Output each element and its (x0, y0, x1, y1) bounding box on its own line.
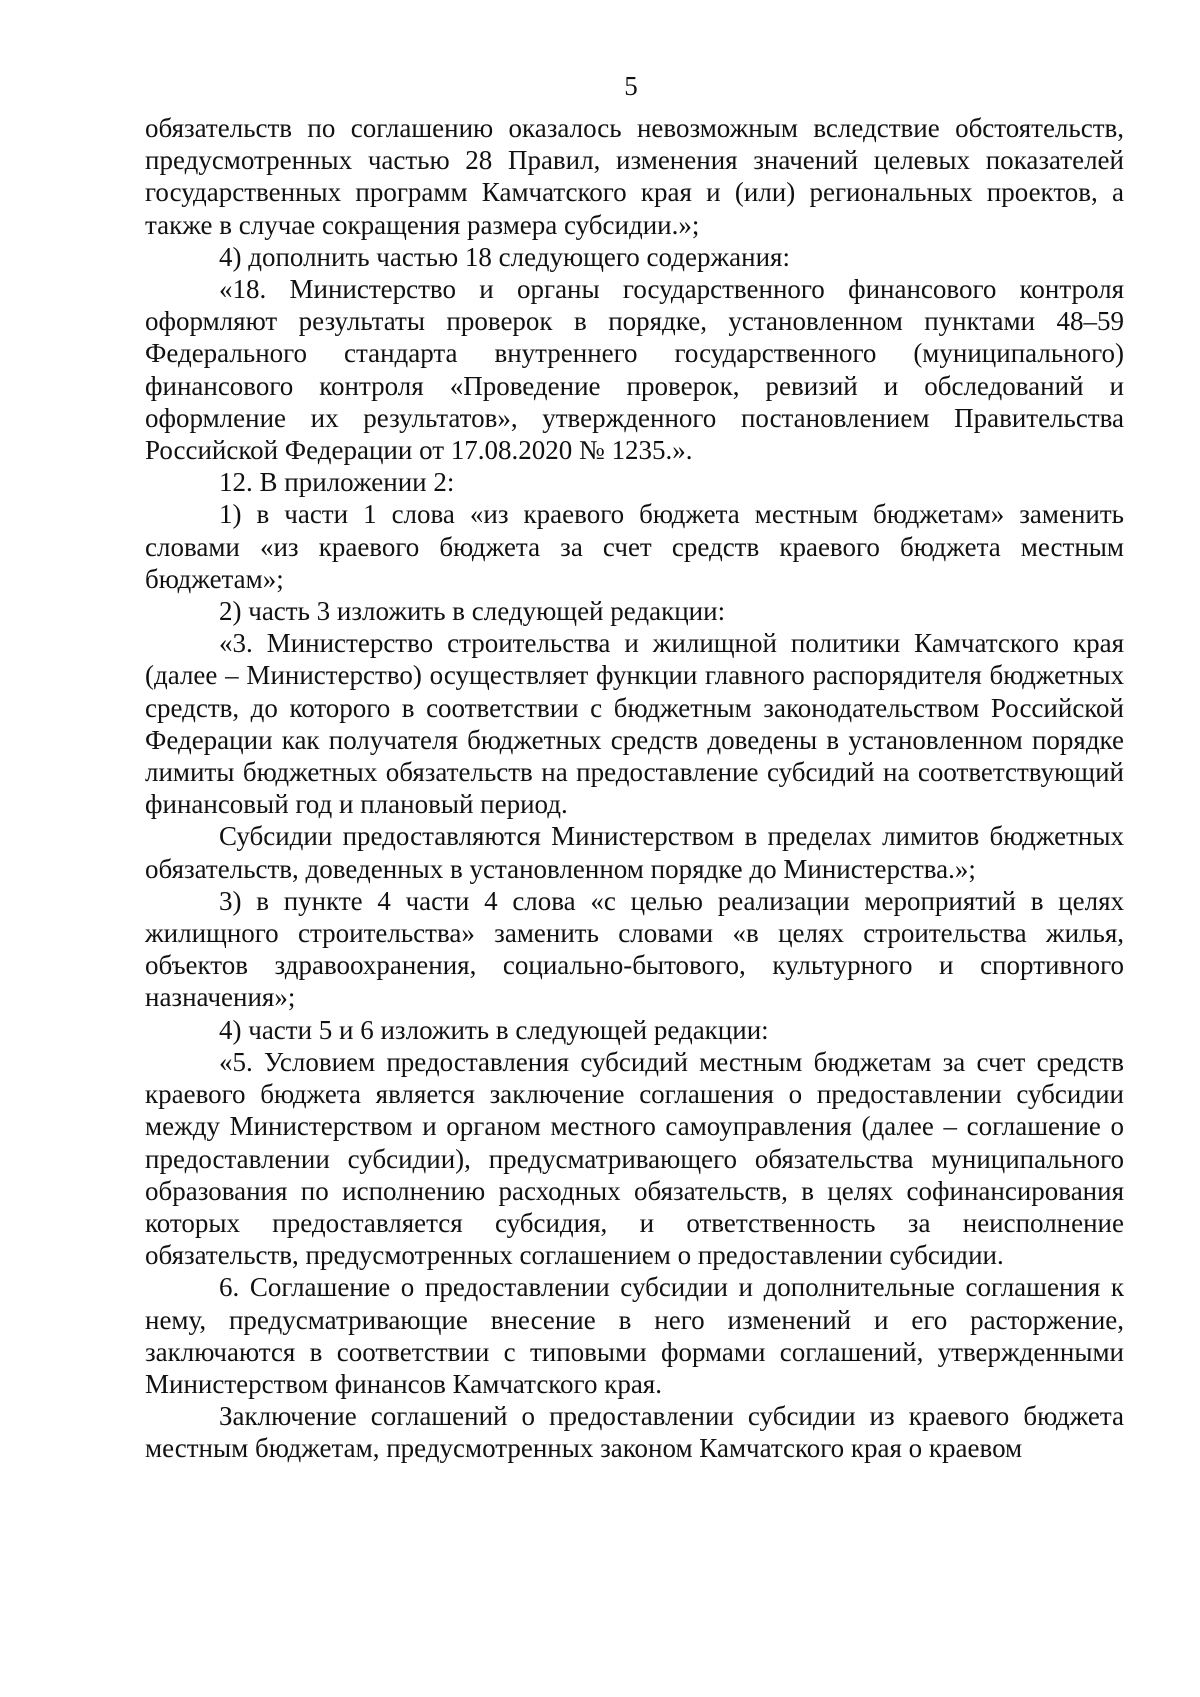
paragraph-item-3: 3) в пункте 4 части 4 слова «с целью реализации мероприятий в целях жилищного строительства» заменить словами «в целях строительства жилья, объектов здравоохранения, социально-бытового, культурного и спортивного назначения»; (145, 885, 1124, 1013)
page-number: 5 (624, 71, 638, 101)
paragraph-item-4: 4) части 5 и 6 изложить в следующей редакции: (219, 1014, 769, 1045)
paragraph-part-18-text: «18. Министерство и органы государственного финансового контроля оформляют результаты проверок в порядке, установленном пунктами 48–59 Федерального стандарта внутреннего государственного (муниципального) финансового контроля «Проведение проверок, ревизий и обследований и оформление их результатов», утвержденного постановлением Правительства Российской Федерации от 17.08.2020 № 1235.». (145, 274, 1124, 466)
document-body (145, 112, 1124, 1465)
paragraph-part-6-text: 6. Соглашение о предоставлении субсидии и дополнительные соглашения к нему, предусматривающие внесение в него изменений и его расторжение, заключаются в соответствии с типовыми формами соглашений, утвержденными Министерством финансов Камчатского края. (145, 1272, 1124, 1399)
paragraph-item-4-add-part-18: 4) дополнить частью 18 следующего содержания: (219, 241, 790, 272)
paragraph-part-5-text: «5. Условием предоставления субсидий местным бюджетам за счет средств краевого бюджета является заключение соглашения о предоставлении субсидии между Министерством и органом местного самоуправления (далее – соглашение о предоставлении субсидии), предусматривающего обязательства муниципального образования по исполнению расходных обязательств, в целях софинансирования которых предоставляется субсидия, и ответственность за неисполнение обязательств, предусмотренных соглашением о предоставлении субсидии. (145, 1046, 1124, 1271)
paragraph-subsidies-limits: Субсидии предоставляются Министерством в пределах лимитов бюджетных обязательств, доведенных в установленном порядке до Министерства.»; (145, 821, 1124, 884)
paragraph-item-1: 1) в части 1 слова «из краевого бюджета местным бюджетам» заменить словами «из краевого бюджета за счет средств краевого бюджета местным бюджетам»; (145, 499, 1124, 594)
paragraph-section-12: 12. В приложении 2: (219, 467, 455, 498)
paragraph-continuation: обязательств по соглашению оказалось невозможным вследствие обстоятельств, предусмотренных частью 28 Правил, изменения значений целевых показателей государственных программ Камчатского края и (или) региональных проектов, а также в случае сокращения размера субсидии.»; (145, 113, 1124, 240)
paragraph-item-2: 2) часть 3 изложить в следующей редакции: (219, 596, 726, 627)
paragraph-part-3-text: «3. Министерство строительства и жилищной политики Камчатского края (далее – Министерство) осуществляет функции главного распорядителя бюджетных средств, до которого в соответствии с бюджетным законодательством Российской Федерации как получателя бюджетных средств доведены в установленном порядке лимиты бюджетных обязательств на предоставление субсидий на соответствующий финансовый год и плановый период. (145, 628, 1124, 820)
paragraph-agreements-conclusion: Заключение соглашений о предоставлении субсидии из краевого бюджета местным бюджетам, предусмотренных законом Камчатского края о краевом (145, 1401, 1124, 1464)
